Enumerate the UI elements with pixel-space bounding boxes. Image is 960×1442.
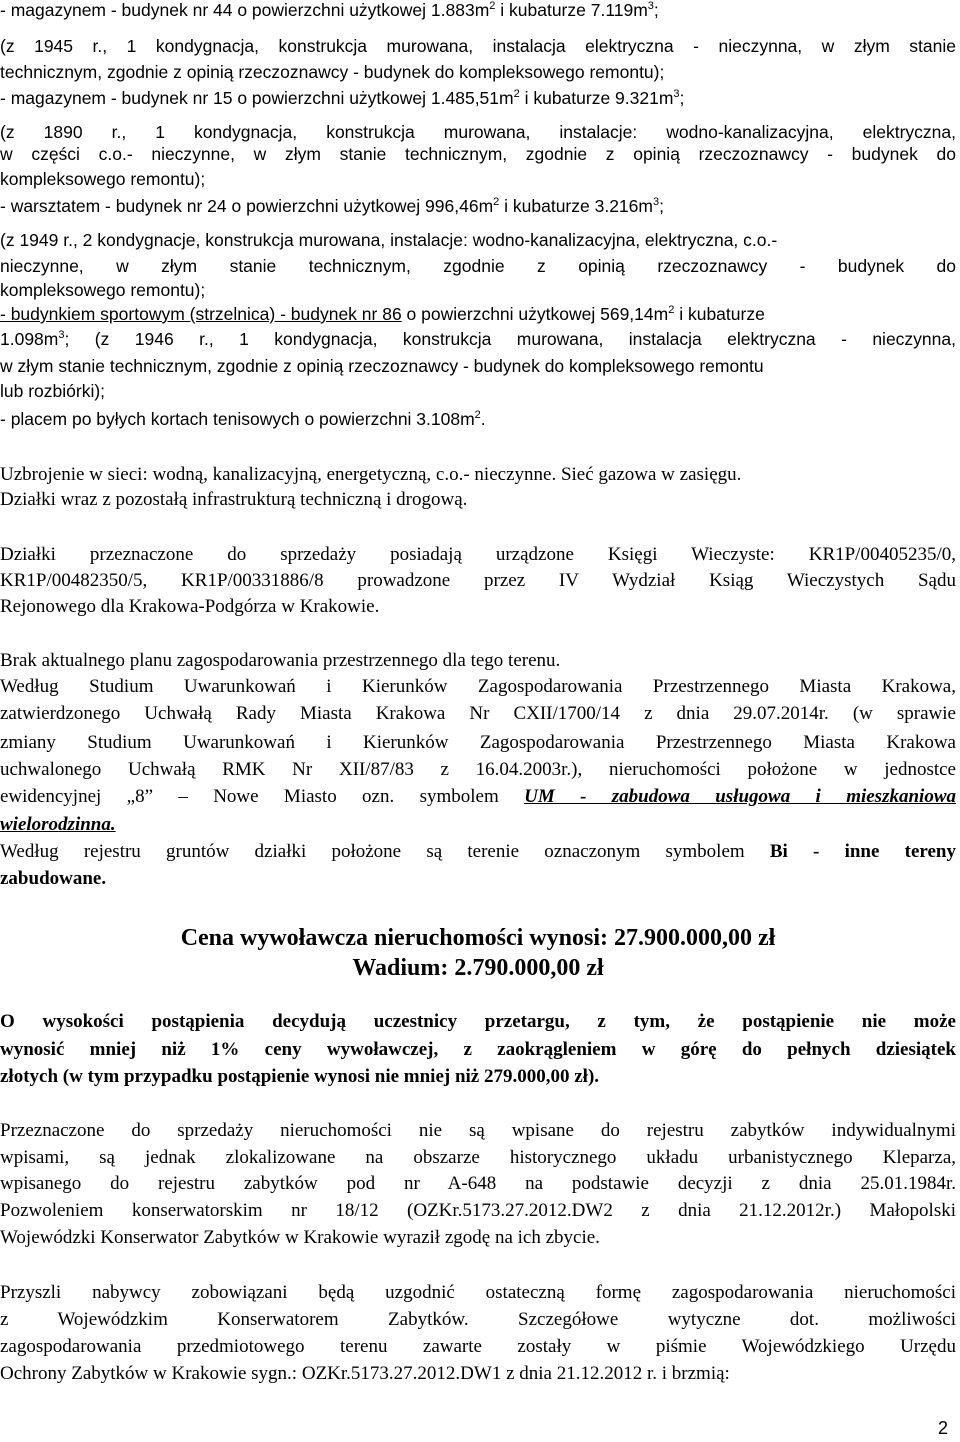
building-86-details-line3: lub rozbiórki);: [0, 381, 106, 401]
building-86-line: - budynkiem sportowym (strzelnica) - budynek nr 86 o powierzchni użytkowej $569,14m^2$ i kubaturze: [0, 304, 765, 324]
buyers-line2: z Wojewódzkim Konserwatorem Zabytków. Szczegółowe wytyczne dot. możliwości: [0, 1309, 956, 1330]
building-44-line: - magazynem - budynek nr 44 o powierzchni użytkowej $1.883m^2$ i kubaturze $7.119m^3$;: [0, 0, 659, 20]
buyers-line3: zagospodarowania przedmiotowego terenu zawarte zostały w piśmie Wojewódzkiego Urzędu: [0, 1336, 956, 1357]
building-15-details-line3: kompleksowego remontu);: [0, 169, 206, 189]
buyers-line1: Przyszli nabywcy zobowiązani będą uzgodnić ostateczną formę zagospodarowania nieruchomości: [0, 1282, 956, 1303]
planning-line9: zabudowane.: [0, 868, 107, 889]
tennis-courts-line: - placem po byłych kortach tenisowych o powierzchni $3.108m^2$.: [0, 409, 486, 429]
building-15-details-line1: (z 1890 r., 1 kondygnacja, konstrukcja murowana, instalacje: wodno-kanalizacyjna, elektryczna,: [0, 122, 956, 142]
planning-line3: zatwierdzonego Uchwałą Rady Miasta Krakowa Nr CXII/1700/14 z dnia 29.07.2014r. (w sprawie: [0, 703, 956, 724]
building-44-details-line1: (z 1945 r., 1 kondygnacja, konstrukcja murowana, instalacja elektryczna - nieczynna, w złym stanie: [0, 36, 956, 56]
building-24-details-line1: (z 1949 r., 2 kondygnacje, konstrukcja murowana, instalacje: wodno-kanalizacyjna, elektryczna, c.o.-: [0, 230, 778, 250]
planning-line2: Według Studium Uwarunkowań i Kierunków Zagospodarowania Przestrzennego Miasta Krakowa,: [0, 676, 956, 697]
building-86-details-line2: w złym stanie technicznym, zgodnie z opinią rzeczoznawcy - budynek do kompleksowego remontu: [0, 356, 764, 376]
bid-line2: wynosić mniej niż 1% ceny wywoławczej, z zaokrągleniem w górę do pełnych dziesiątek: [0, 1039, 956, 1060]
building-15-details-line2: w części c.o.- nieczynne, w złym stanie technicznym, zgodnie z opinią rzeczoznawcy - budynek do: [0, 144, 956, 164]
buyers-line4: Ochrony Zabytków w Krakowie sygn.: OZKr.5173.27.2012.DW1 z dnia 21.12.2012 r. i brzmią:: [0, 1363, 730, 1384]
land-registry-line2: KR1P/00482350/5, KR1P/00331886/8 prowadzone przez IV Wydział Ksiąg Wieczystych Sądu: [0, 570, 956, 591]
starting-price: Cena wywoławcza nieruchomości wynosi: 27.900.000,00 zł: [180, 925, 776, 951]
heritage-line1: Przeznaczone do sprzedaży nieruchomości nie są wpisane do rejestru zabytków indywidualnymi: [0, 1120, 956, 1141]
land-registry-line3: Rejonowego dla Krakowa-Podgórza w Krakowie.: [0, 596, 380, 617]
building-24-details-line2: nieczynne, w złym stanie technicznym, zgodnie z opinią rzeczoznawcy - budynek do: [0, 256, 956, 276]
building-44-details-line2: technicznym, zgodnie z opinią rzeczoznawcy - budynek do kompleksowego remontu);: [0, 62, 665, 82]
heritage-line3: wpisanego do rejestru zabytków pod nr A-648 na podstawie decyzji z dnia 25.01.1984r.: [0, 1173, 956, 1194]
building-24-line: - warsztatem - budynek nr 24 o powierzchni użytkowej $996,46m^2$ i kubaturze $3.216m^3$;: [0, 196, 664, 216]
deposit: Wadium: 2.790.000,00 zł: [352, 955, 604, 981]
planning-line4: zmiany Studium Uwarunkowań i Kierunków Zagospodarowania Przestrzennego Miasta Krakowa: [0, 732, 956, 753]
heritage-line4: Pozwoleniem konserwatorskim nr 18/12 (OZKr.5173.27.2012.DW2 z dnia 21.12.2012r.) Małopolski: [0, 1200, 956, 1221]
planning-line8: Według rejestru gruntów działki położone są terenie oznaczonym symbolem Bi - inne tereny: [0, 841, 956, 862]
planning-line7: wielorodzinna.: [0, 814, 116, 835]
land-registry-line1: Działki przeznaczone do sprzedaży posiadają urządzone Księgi Wieczyste: KR1P/00405235/0,: [0, 544, 956, 565]
building-86-details-line1: $1.098m^3$; (z 1946 r., 1 kondygnacja, konstrukcja murowana, instalacja elektryczna - nieczynna,: [0, 329, 956, 349]
page-number: 2: [938, 1418, 949, 1438]
bid-line1: O wysokości postąpienia decydują uczestnicy przetargu, z tym, że postąpienie nie może: [0, 1011, 956, 1032]
planning-line1: Brak aktualnego planu zagospodarowania przestrzennego dla tego terenu.: [0, 650, 561, 671]
utilities-line1: Uzbrojenie w sieci: wodną, kanalizacyjną, energetyczną, c.o.- nieczynne. Sieć gazowa w zasięgu.: [0, 464, 742, 485]
building-15-line: - magazynem - budynek nr 15 o powierzchni użytkowej $1.485,51m^2$ i kubaturze $9.321m^3$;: [0, 88, 685, 108]
utilities-line2: Działki wraz z pozostałą infrastrukturą techniczną i drogową.: [0, 489, 468, 510]
heritage-line5: Wojewódzki Konserwator Zabytków w Krakowie wyraził zgodę na ich zbycie.: [0, 1227, 600, 1248]
bid-line3: złotych (w tym przypadku postąpienie wynosi nie mniej niż 279.000,00 zł).: [0, 1066, 600, 1087]
building-24-details-line3: kompleksowego remontu);: [0, 280, 206, 300]
heritage-line2: wpisami, są jednak zlokalizowane na obszarze historycznego układu urbanistycznego Kleparza,: [0, 1147, 956, 1168]
planning-line5: uchwalonego Uchwałą RMK Nr XII/87/83 z 16.04.2003r.), nieruchomości położone w jednostce: [0, 759, 956, 780]
planning-line6: ewidencyjnej „8” – Nowe Miasto ozn. symbolem UM - zabudowa usługowa i mieszkaniowa: [0, 786, 956, 807]
